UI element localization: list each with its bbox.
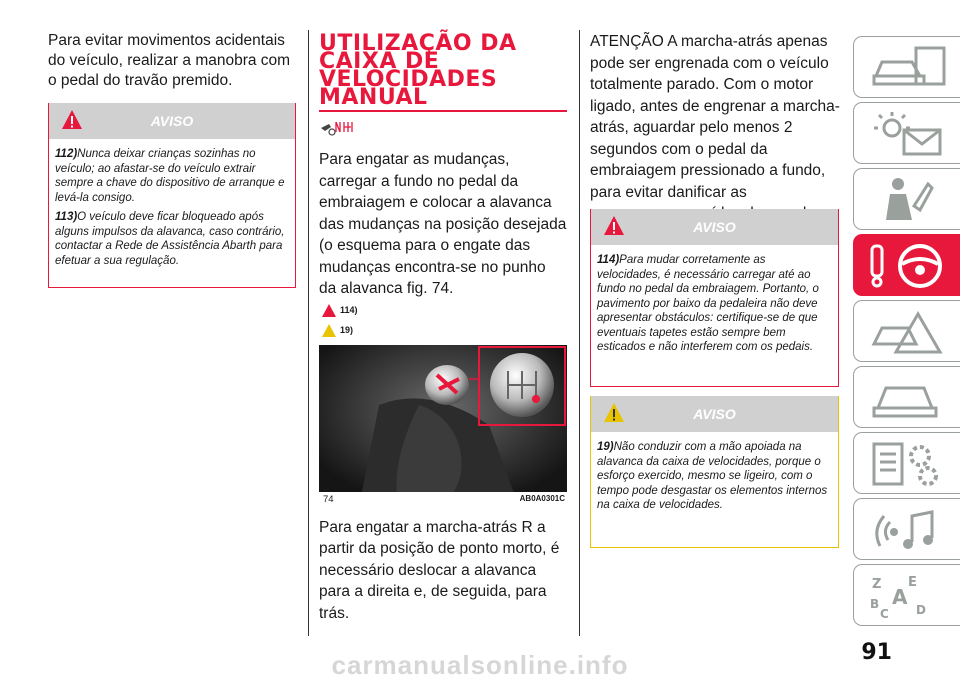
warning-item: 112)Nunca deixar crianças sozinhas no veículo; ao afastar-se do veículo extrair sempre a chave do dispositivo de arranque e levá-la consigo. <box>55 148 285 204</box>
column-2 <box>319 0 567 624</box>
manual-gearbox-icon <box>319 118 355 136</box>
column-divider <box>579 30 580 636</box>
warning-item: 19)Não conduzir com a mão apoiada na alavanca da caixa de velocidades, porque o esforço exercido, mesmo se ligeiro, com o tempo pode desgastar os elementos internos na caixa de velocidades. <box>597 441 828 511</box>
safety-icon <box>868 176 948 224</box>
warning-lights-icon <box>868 110 948 158</box>
svg-text:E: E <box>908 575 917 590</box>
warning-header <box>49 103 295 139</box>
warning-title: AVISO <box>150 113 194 129</box>
heading-rule <box>319 110 567 112</box>
body-paragraph: Para engatar as mudanças, carregar a fundo no pedal da embraiagem e colocar a alavanca das mudanças na posição desejada (o esquema para o engate das mudanças encontra-se no punho da alavanca fig. 74. <box>319 151 567 297</box>
tab-maintenance[interactable] <box>853 366 960 428</box>
heading-line: CAIXA DE <box>319 49 440 74</box>
warning-body <box>49 139 295 279</box>
section-heading <box>319 31 567 112</box>
warning-title: AVISO <box>693 406 736 422</box>
tab-driving[interactable] <box>853 234 960 296</box>
figure-caption-bar <box>319 492 567 507</box>
warning-triangle-icon <box>322 304 336 317</box>
car-info-icon <box>868 44 948 92</box>
tab-multimedia[interactable] <box>853 498 960 560</box>
heading-line: MANUAL <box>319 85 428 110</box>
warning-box-1 <box>48 103 296 288</box>
intro-paragraph: Para evitar movimentos acidentais do veículo, realizar a manobra com o pedal do travão premido. <box>48 32 291 89</box>
svg-text:A: A <box>892 585 908 609</box>
tab-car-info[interactable] <box>853 36 960 98</box>
heading-line: VELOCIDADES <box>319 67 498 92</box>
driving-icon <box>868 242 948 290</box>
column-3 <box>590 0 840 225</box>
page-number: 91 <box>861 640 892 665</box>
body-paragraph: Para engatar a marcha-atrás R a partir da posição de ponto morto, é necessário deslocar a alavanca para a direita e, de seguida, para trás. <box>319 518 560 622</box>
reference-list <box>319 302 567 342</box>
attention-paragraph: ATENÇÃO A marcha-atrás apenas pode ser engrenada com o veículo totalmente parado. Com o motor ligado, antes de engrenar a marcha-atrás, aguardar pelo menos 2 segundos com o pedal da embraiagem pressionado a fundo, para evitar danificar as <box>590 33 840 201</box>
reference-item: 114) <box>319 302 567 322</box>
heading-line: UTILIZAÇÃO DA <box>319 31 517 56</box>
tab-index[interactable] <box>853 564 960 626</box>
warning-title: AVISO <box>693 219 736 235</box>
figure-number: 74 <box>323 493 334 505</box>
figure-code: AB0A0301C <box>519 493 565 503</box>
multimedia-icon <box>868 506 948 554</box>
column-1 <box>48 0 296 91</box>
svg-text:Z: Z <box>872 577 882 592</box>
warning-header <box>591 209 838 245</box>
warning-box-2 <box>590 209 839 387</box>
emergency-icon <box>868 308 948 356</box>
index-icon <box>868 572 948 620</box>
watermark: carmanualsonline.info <box>331 650 629 680</box>
tab-safety[interactable] <box>853 168 960 230</box>
svg-text:C: C <box>880 607 889 620</box>
figure-74 <box>319 345 567 507</box>
warning-item: 114)Para mudar corretamente as velocidades, é necessário carregar até ao fundo no pedal da embraiagem. Portanto, o pavimento por baixo da pedaleira não deve apresentar obstáculos: certifique-se de que eventuais tapetes estão sempre bem esticados e não interferem com os pedais. <box>597 254 819 353</box>
svg-text:D: D <box>916 603 926 617</box>
warning-body <box>591 245 838 366</box>
tab-emergency[interactable] <box>853 300 960 362</box>
caution-triangle-icon <box>322 324 336 337</box>
maintenance-icon <box>868 374 948 422</box>
warning-header <box>591 396 838 432</box>
technical-data-icon <box>868 440 948 488</box>
svg-text:B: B <box>870 597 880 611</box>
warning-box-3 <box>590 396 839 548</box>
warning-item: 113)O veículo deve ficar bloqueado após alguns impulsos da alavanca, caso contrário, contactar a Rede de Assistência Abarth para efetuar a sua regulação. <box>55 211 285 267</box>
tab-warning-lights[interactable] <box>853 102 960 164</box>
column-divider <box>308 30 309 636</box>
tab-technical-data[interactable] <box>853 432 960 494</box>
reference-item: 19) <box>319 322 567 342</box>
gear-lever-photo <box>319 345 567 507</box>
warning-body <box>591 432 838 524</box>
